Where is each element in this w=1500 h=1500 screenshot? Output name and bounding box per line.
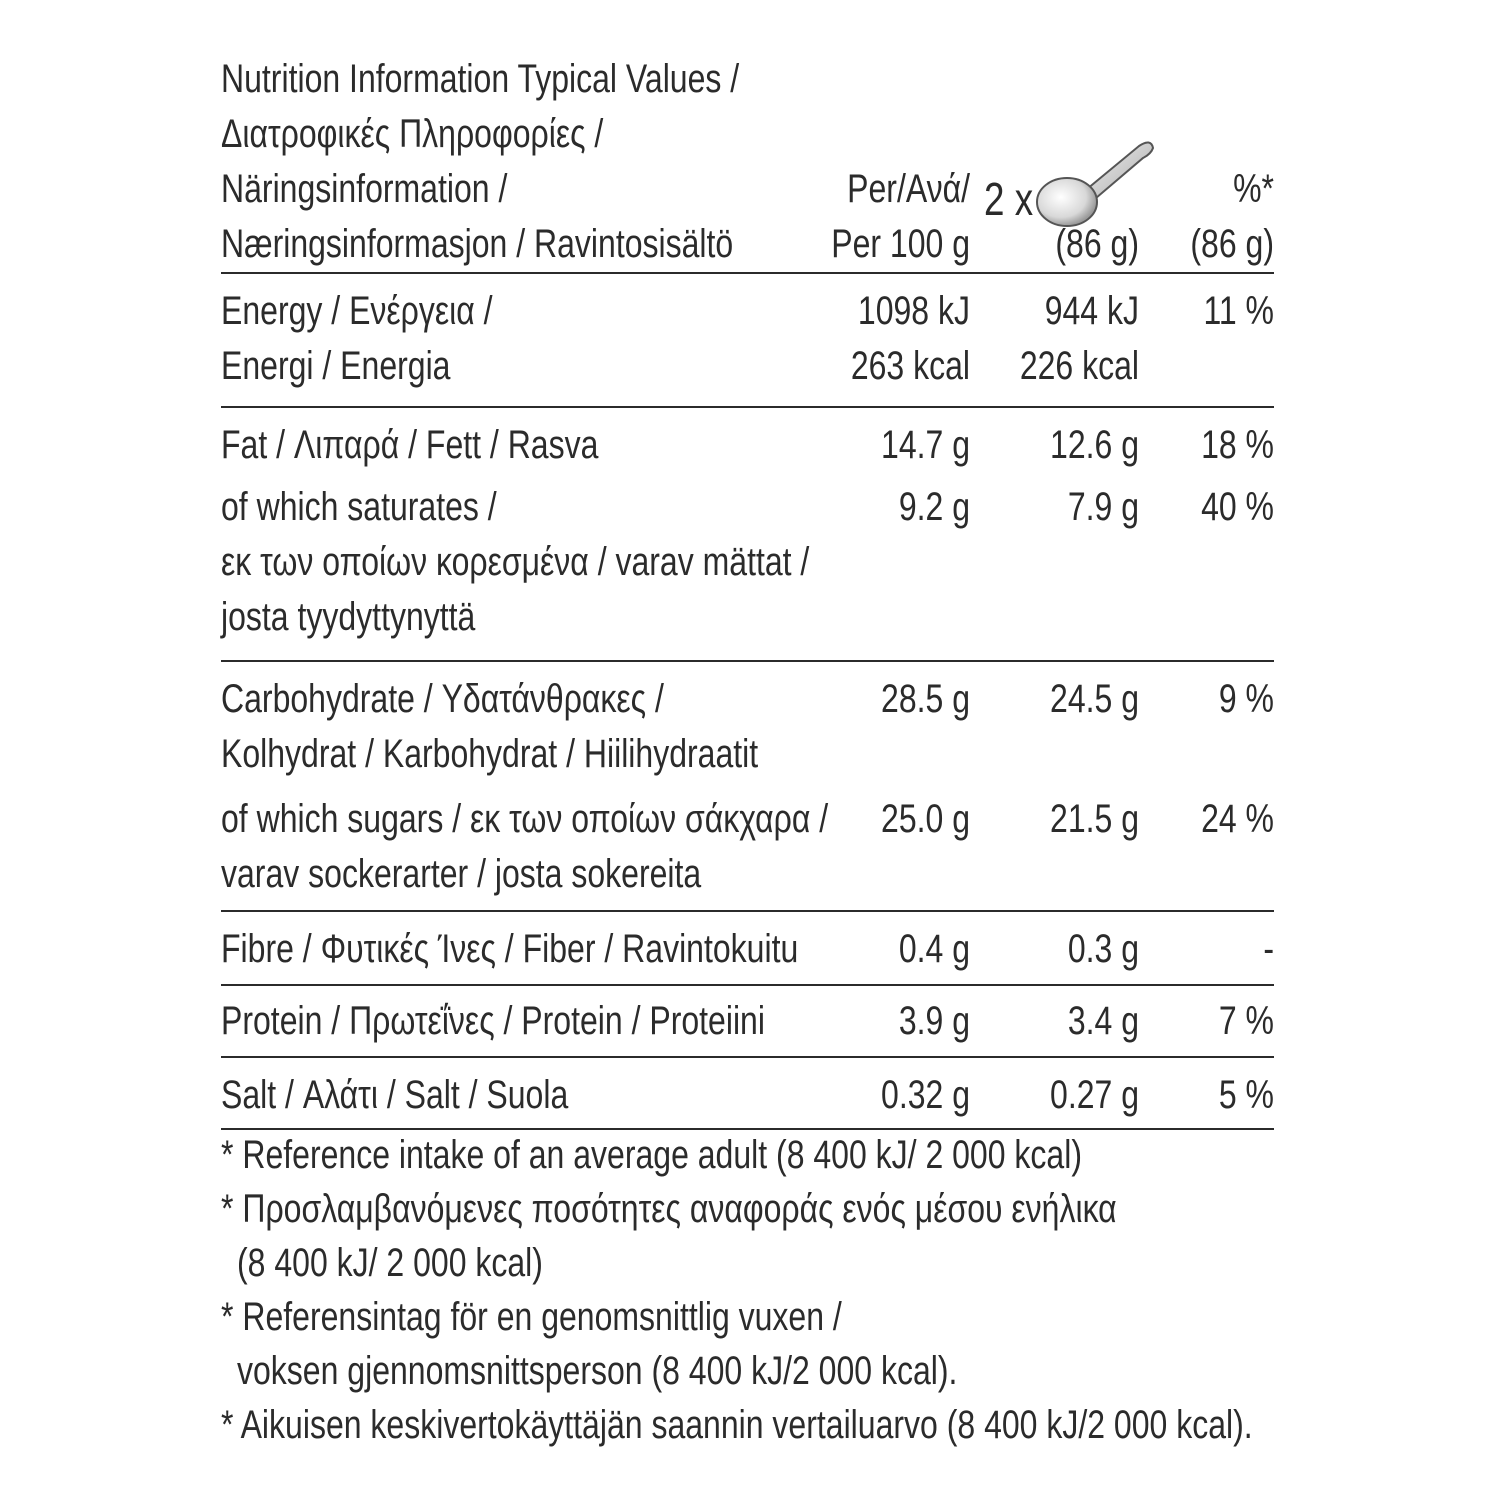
column-header-portion [969,217,1139,272]
column-header-text: Per 100 g [831,222,970,266]
title-line: Næringsinformasjon / Ravintosisältö [221,222,734,266]
title-line: Nutrition Information Typical Values / [221,57,740,101]
nutrition-table [221,52,1274,1130]
value-line: 28.5 g [881,677,970,721]
value-line: 7 % [1218,999,1274,1043]
value-portion [939,994,1139,1049]
row-label-line: varav sockerarter / josta sokereita [221,852,702,896]
value-line: 0.27 g [1050,1073,1139,1117]
row-label-line: Protein / Πρωτεΐνες / Protein / Proteiini [221,999,765,1043]
table-row-energy [221,274,1274,406]
value-percent [1154,1068,1274,1123]
value-line: 3.9 g [898,999,970,1043]
table-row-carbohydrate [221,662,1274,792]
column-header-per100 [750,162,970,272]
table-row-fat [221,408,1274,480]
value-percent [1154,672,1274,727]
row-label-line: Kolhydrat / Karbohydrat / Hiilihydraatit [221,732,759,776]
table-row-fibre [221,912,1274,984]
value-line: 40 % [1201,485,1274,529]
value-percent [1154,994,1274,1049]
value-percent [1154,792,1274,847]
value-portion [939,672,1139,727]
value-line: 18 % [1201,423,1274,467]
value-portion [939,284,1139,394]
table-row-saturates [221,480,1274,660]
footnote-sv: * Referensintag för en genomsnittlig vuxen / [221,1295,842,1339]
row-label-line: εκ των οποίων κορεσμένα / varav mättat / [221,540,810,584]
value-line: 24.5 g [1050,677,1139,721]
table-row-sugars [221,792,1274,910]
value-line: - [1263,927,1274,971]
value-percent [1154,480,1274,535]
row-label-line: josta tyydyttynyttä [221,595,476,639]
table-row-salt [221,1058,1274,1128]
column-header-text: %* [1233,167,1274,211]
value-line: 12.6 g [1050,423,1139,467]
value-portion [939,922,1139,977]
row-label-line: of which sugars / εκ των οποίων σάκχαρα / [221,797,829,841]
row-label-line: of which saturates / [221,485,497,529]
value-line: 226 kcal [1019,344,1139,388]
table-row-protein [221,986,1274,1056]
value-line: 11 % [1203,289,1274,333]
value-line: 0.32 g [881,1073,970,1117]
row-label-line: Energi / Energia [221,344,451,388]
value-line: 9.2 g [898,485,970,529]
row-label-line: Fibre / Φυτικές Ίνες / Fiber / Ravintokuitu [221,927,799,971]
footnote-fi: * Aikuisen keskivertokäyttäjän saannin vertailuarvo (8 400 kJ/2 000 kcal). [221,1403,1253,1447]
value-line: 1098 kJ [857,289,970,333]
title-line: Διατροφικές Πληροφορίες / [221,112,604,156]
column-header-text: (86 g) [1190,222,1274,266]
value-percent [1154,418,1274,473]
footnote-el: * Προσλαμβανόμενες ποσότητες αναφοράς ενός μέσου ενήλικα [221,1187,1117,1231]
value-percent [1154,284,1274,339]
title-line: Näringsinformation / [221,167,508,211]
column-header-text: Per/Ανά/ [847,167,970,211]
footnote-en: * Reference intake of an average adult (8 400 kJ/ 2 000 kcal) [221,1133,1082,1177]
value-line: 263 kcal [850,344,970,388]
value-portion [939,1068,1139,1123]
row-label-line: Energy / Ενέργεια / [221,289,493,333]
column-header-text: (86 g) [1055,222,1139,266]
portion-count: 2 x [984,173,1034,225]
value-line: 9 % [1218,677,1274,721]
value-line: 14.7 g [881,423,970,467]
value-line: 0.3 g [1067,927,1139,971]
value-line: 21.5 g [1050,797,1139,841]
value-line: 3.4 g [1067,999,1139,1043]
footnote-el-cont: (8 400 kJ/ 2 000 kcal) [237,1241,543,1285]
value-line: 25.0 g [881,797,970,841]
table-header [221,52,1274,272]
value-line: 7.9 g [1067,485,1139,529]
value-portion [939,418,1139,473]
row-label-line: Salt / Αλάτι / Salt / Suola [221,1073,569,1117]
column-header-percent [1154,162,1274,272]
value-line: 0.4 g [898,927,970,971]
value-line: 944 kJ [1044,289,1139,333]
value-portion [939,480,1139,535]
value-line: 5 % [1218,1073,1274,1117]
value-percent [1154,922,1274,977]
footnote-no: voksen gjennomsnittsperson (8 400 kJ/2 000 kcal). [237,1349,958,1393]
row-label-line: Carbohydrate / Υδατάνθρακες / [221,677,664,721]
value-line: 24 % [1201,797,1274,841]
row-label-line: Fat / Λιπαρά / Fett / Rasva [221,423,599,467]
value-portion [939,792,1139,847]
footnotes [221,1128,1321,1452]
